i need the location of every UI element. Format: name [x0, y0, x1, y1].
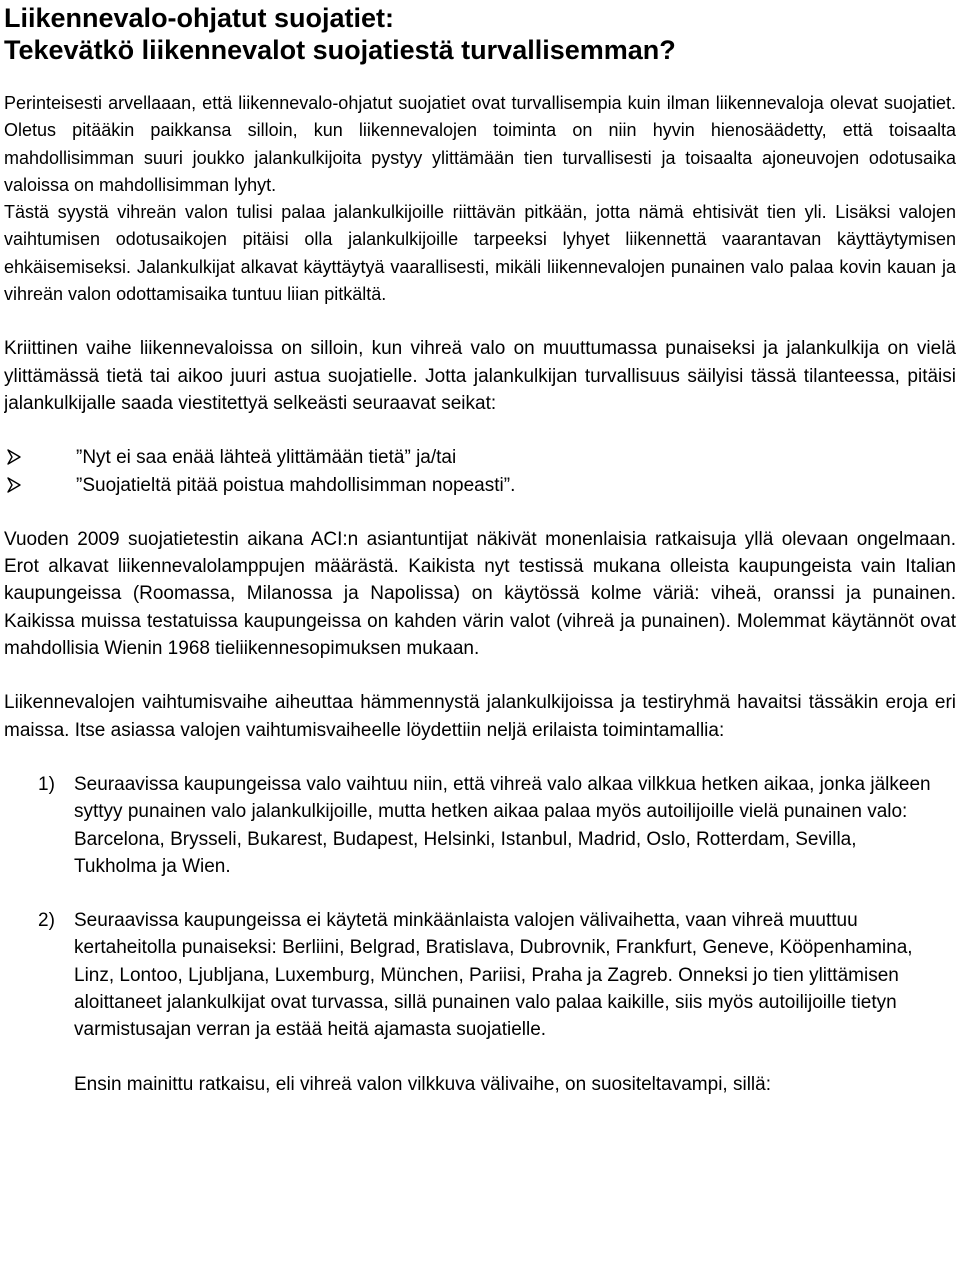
arrowhead-bullet-icon: [6, 449, 22, 465]
numbered-list: [4, 771, 956, 1044]
bullet-item: [4, 444, 956, 471]
paragraph-closing: Ensin mainittu ratkaisu, eli vihreä valon vilkkuva välivaihe, on suositeltavampi, sillä:: [74, 1073, 771, 1095]
bullet-item: [4, 472, 956, 499]
spacer: [4, 880, 956, 907]
spacer: [4, 66, 956, 90]
spacer: [4, 662, 956, 689]
paragraph-critical-phase: Kriittinen vaihe liikennevaloissa on silloin, kun vihreä valo on muuttumassa punaiseksi ja jalankulkija on vielä ylittämässä tietä tai aikoo juuri astua suojatielle. Jotta jalankulkijan turvallisuus säilyisi tässä tilanteessa, pitäisi jalankulkijalle saada viestitettyä selkeästi seuraavat seikat:: [4, 338, 956, 414]
list-marker: 2): [38, 910, 55, 932]
arrowhead-bullet-icon: [6, 477, 22, 493]
numbered-item: [4, 771, 956, 880]
spacer: [4, 1044, 956, 1071]
bullet-text: ”Suojatieltä pitää poistua mahdollisimman nopeasti”.: [76, 474, 516, 496]
paragraph-change-phase: Liikennevalojen vaihtumisvaihe aiheuttaa hämmennystä jalankulkijoissa ja testiryhmä havaitsi tässäkin eroja eri maissa. Itse asiassa valojen vaihtumisvaiheelle löydettiin neljä erilaista toimintamallia:: [4, 692, 956, 741]
title-line-2: Tekevätkö liikennevalot suojatiestä turvallisemman?: [4, 35, 676, 65]
document-page: [4, 0, 956, 1272]
spacer: [4, 499, 956, 526]
numbered-item-text: Seuraavissa kaupungeissa ei käytetä minkäänlaista valojen välivaihetta, vaan vihreä muuttuu kertaheitolla punaiseksi: Berliini, Belgrad, Bratislava, Dubrovnik, Frankfurt, Geneve, Kööpenhamina, Linz, Lontoo, Ljubljana, Luxemburg, München, Pariisi, Praha ja Zagreb. Onneksi jo tien ylittämisen aloittaneet jalankulkijat ovat turvassa, sillä punainen valo palaa kaikille, siis myös autoilijoille tietyn varmistusajan verran ja estää heitä ajamasta suojatielle.: [74, 910, 913, 1041]
spacer: [4, 417, 956, 444]
spacer: [4, 744, 956, 771]
numbered-item: [4, 907, 956, 1043]
bullet-text: ”Nyt ei saa enää lähteä ylittämään tietä” ja/tai: [76, 447, 457, 469]
spacer: [4, 308, 956, 335]
title-line-1: Liikennevalo-ohjatut suojatiet:: [4, 3, 395, 33]
paragraph-test-2009: Vuoden 2009 suojatietestin aikana ACI:n asiantuntijat näkivät monenlaisia ratkaisuja yllä olevaan ongelmaan. Erot alkavat liikennevalolamppujen määrästä. Kaikista nyt testissä mukana olleista kaupungeista vain Italian kaupungeissa (Roomassa, Milanossa ja Napolissa) on käytössä kolme väriä: viheä, oranssi ja punainen. Kaikissa muissa testatuissa kaupungeissa on kahden värin valot (vihreä ja punainen). Molemmat käytännöt ovat mahdollisia Wienin 1968 tieliikennesopimuksen mukaan.: [4, 528, 956, 660]
paragraph-green-duration: Tästä syystä vihreän valon tulisi palaa jalankulkijoille riittävän pitkään, jotta nämä ehtisivät tien yli. Lisäksi valojen vaihtumisen odotusaikojen pitäisi olla jalankulkijoille tarpeeksi lyhyet liikennettä vaarantavan käyttäytymisen ehkäisemiseksi. Jalankulkijat alkavat käyttäytyä vaarallisesti, mikäli liikennevalojen punainen valo palaa kovin kauan ja vihreän valon odottamisaika tuntuu liian pitkältä.: [4, 202, 956, 305]
bullet-list: [4, 444, 956, 499]
document-body: [4, 90, 956, 1098]
paragraph-intro: Perinteisesti arvellaaan, että liikennevalo-ohjatut suojatiet ovat turvallisempia kuin ilman liikennevaloja olevat suojatiet. Oletus pitääkin paikkansa silloin, kun liikennevalojen toiminta on niin hyvin hienosäädetty, että toisaalta mahdollisimman suuri joukko jalankulkijoita pystyy ylittämään tien turvallisesti ja toisaalta ajoneuvojen odotusaika valoissa on mahdollisimman lyhyt.: [4, 93, 956, 195]
list-marker: 1): [38, 773, 55, 795]
document-title: [4, 0, 956, 66]
numbered-item-text: Seuraavissa kaupungeissa valo vaihtuu niin, että vihreä valo alkaa vilkkua hetken aikaa, jonka jälkeen syttyy punainen valo jalankulkijoille, mutta hetken aikaa palaa myös autoilijoille vielä punainen valo: Barcelona, Brysseli, Bukarest, Budapest, Helsinki, Istanbul, Madrid, Oslo, Rotterdam, Sevilla, Tukholma ja Wien.: [74, 773, 931, 877]
